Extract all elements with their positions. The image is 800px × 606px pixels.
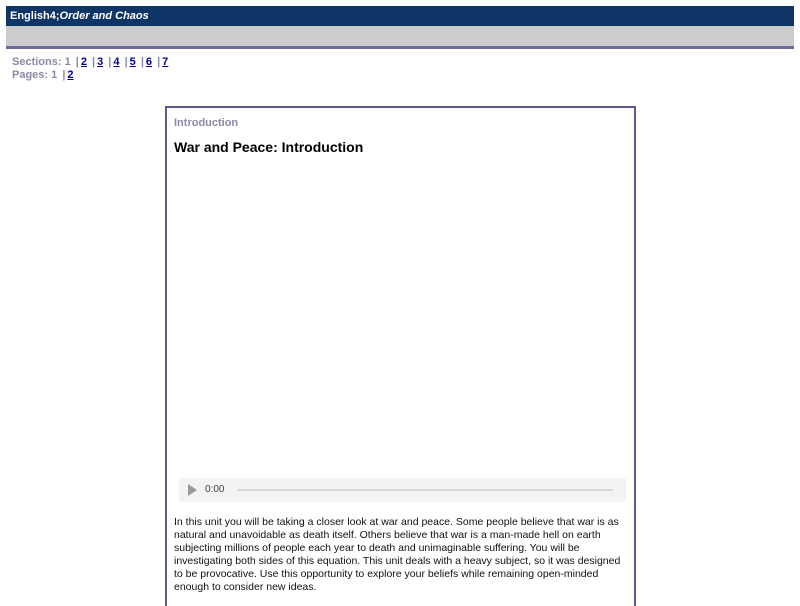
section-current: 1 [64,56,71,68]
section-link-5[interactable]: 5 [129,56,136,68]
audio-time: 0:00 [205,484,225,495]
sections-label: Sections: [12,56,62,68]
course-name: English4; [10,10,60,22]
section-link-3[interactable]: 3 [97,56,104,68]
toolbar-strip [6,26,794,46]
page-title: War and Peace: Introduction [174,139,364,155]
section-link-4[interactable]: 4 [113,56,120,68]
page-link-2[interactable]: 2 [67,69,74,81]
sections-nav: Sections: 1 | 2 | 3 | 4 | 5 | 6 | 7 [12,56,169,68]
section-link-2[interactable]: 2 [80,56,87,68]
pages-label: Pages: [12,69,49,81]
pages-nav: Pages: 1 | 2 [12,69,74,81]
play-icon[interactable] [188,484,197,496]
audio-player[interactable] [179,478,626,502]
toolbar-divider [6,46,794,49]
page-current: 1 [51,69,58,81]
intro-paragraph: In this unit you will be taking a closer look at war and peace. Some people believe that war is as natural and unavoidable as death itself. Others believe that war is a man-made hell on earth subjecting millions of people each year to death and unimaginable suffering. You will be investigating both sides of this equation. This unit deals with a heavy subject, so it was designed to be provocative. Use this opportunity to explore your beliefs while remaining open-minded enough to consider new ideas. [174,516,621,593]
panel-section-label: Introduction [174,117,239,129]
media-area [179,168,626,478]
course-subtitle: Order and Chaos [59,10,149,22]
audio-progress-track[interactable] [237,489,613,491]
section-link-6[interactable]: 6 [145,56,153,68]
content-panel [165,106,636,606]
section-link-7[interactable]: 7 [162,56,169,68]
course-header-bar [6,6,794,26]
